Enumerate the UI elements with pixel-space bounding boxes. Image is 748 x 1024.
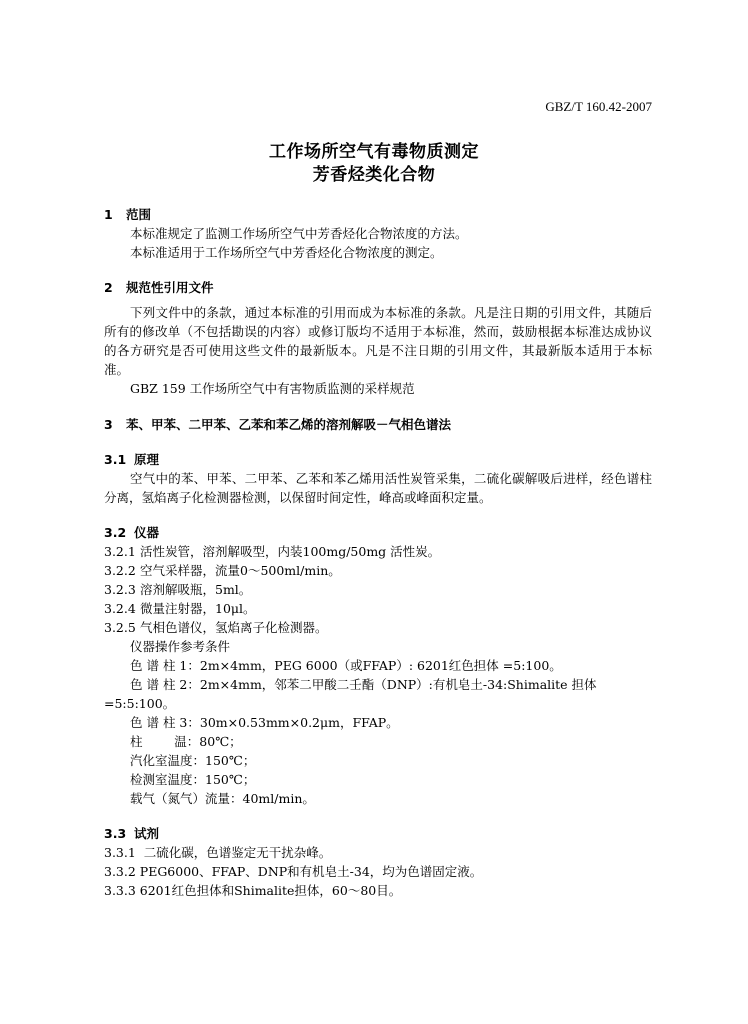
list-item: 3.3.3 6201红色担体和Shimalite担体，60～80目。 bbox=[104, 883, 402, 898]
list-item: 3.3.2 PEG6000、FFAP、DNP和有机皂土-34，均为色谱固定液。 bbox=[104, 864, 483, 879]
section-3-3-heading: 3.3 试剂 bbox=[104, 826, 160, 841]
document-title: 工作场所空气有毒物质测定 bbox=[269, 142, 479, 162]
column-2-spec-cont: =5:5:100。 bbox=[104, 696, 176, 711]
column-3-spec: 色 谱 柱 3：30m×0.53mm×0.2μm，FFAP。 bbox=[130, 715, 399, 730]
list-item: 3.2.2 空气采样器，流量0～500ml/min。 bbox=[104, 563, 341, 578]
list-item: 3.2.4 微量注射器，10μl。 bbox=[104, 601, 256, 616]
section-2-heading: 2 规范性引用文件 bbox=[104, 280, 214, 295]
list-item: 3.3.1 二硫化碳，色谱鉴定无干扰杂峰。 bbox=[104, 845, 332, 860]
document-subtitle: 芳香烃类化合物 bbox=[312, 165, 436, 185]
column-1-spec: 色 谱 柱 1：2m×4mm，PEG 6000（或FFAP）: 6201红色担体 =5:100。 bbox=[130, 658, 562, 673]
section-1-para-1: 本标准规定了监测工作场所空气中芳香烃化合物浓度的方法。 bbox=[130, 226, 468, 241]
section-3-1-para: 空气中的苯、甲苯、二甲苯、乙苯和苯乙烯用活性炭管采集，二硫化碳解吸后进样，经色谱柱分离，氢焰离子化检测器检测，以保留时间定性，峰高或峰面积定量。 bbox=[104, 471, 652, 505]
section-2-para-1: 下列文件中的条款，通过本标准的引用而成为本标准的条款。凡是注日期的引用文件，其随后所有的修改单（不包括勘误的内容）或修订版均不适用于本标准，然而，鼓励根据本标准达成协议的各方研究是否可使用这些文件的最新版本。凡是不注日期的引用文件，其最新版本适用于本标准。 bbox=[104, 305, 652, 377]
section-3-1-heading: 3.1 原理 bbox=[104, 452, 160, 467]
section-2-reference: GBZ 159 工作场所空气中有害物质监测的采样规范 bbox=[130, 381, 415, 396]
conditions-title: 仪器操作参考条件 bbox=[130, 639, 231, 654]
column-temperature: 柱 温：80℃； bbox=[130, 734, 242, 749]
list-item: 3.2.3 溶剂解吸瓶，5ml。 bbox=[104, 582, 252, 597]
section-3-2-heading: 3.2 仪器 bbox=[104, 525, 160, 540]
section-1-para-2: 本标准适用于工作场所空气中芳香烃化合物浓度的测定。 bbox=[130, 245, 443, 260]
detector-temperature: 检测室温度：150℃； bbox=[130, 772, 256, 787]
section-1-heading: 1 范围 bbox=[104, 207, 152, 222]
list-item: 3.2.1 活性炭管，溶剂解吸型，内装100mg/50mg 活性炭。 bbox=[104, 544, 441, 559]
column-2-spec: 色 谱 柱 2：2m×4mm，邻苯二甲酸二壬酯（DNP）:有机皂土-34:Shimalite 担体 bbox=[130, 677, 597, 692]
document-body bbox=[104, 205, 652, 900]
carrier-gas-flow: 载气（氮气）流量：40ml/min。 bbox=[130, 791, 315, 806]
vaporizer-temperature: 汽化室温度：150℃； bbox=[130, 753, 256, 768]
standard-code: GBZ/T 160.42-2007 bbox=[545, 99, 652, 114]
list-item: 3.2.5 气相色谱仪，氢焰离子化检测器。 bbox=[104, 620, 328, 635]
section-3-heading: 3 苯、甲苯、二甲苯、乙苯和苯乙烯的溶剂解吸－气相色谱法 bbox=[104, 417, 452, 432]
